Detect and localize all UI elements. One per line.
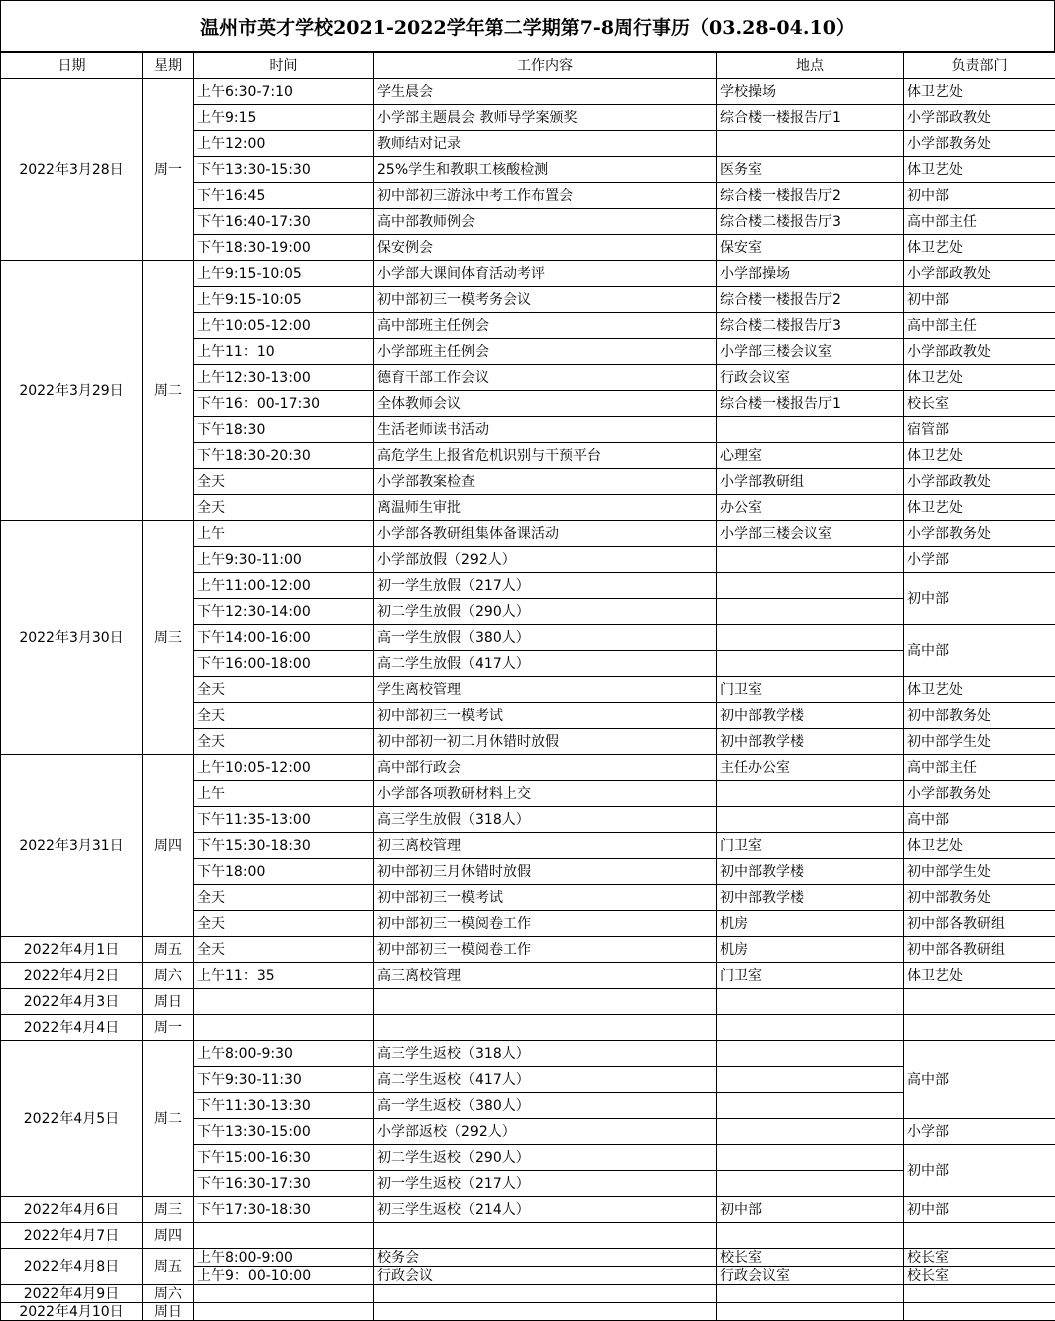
dept-cell: 高中部 — [904, 625, 1055, 677]
content-cell: 高三学生放假（318人） — [374, 807, 717, 833]
place-cell: 行政会议室 — [717, 1267, 904, 1285]
place-cell: 初中部教学楼 — [717, 859, 904, 885]
date-cell: 2022年4月1日 — [1, 937, 143, 963]
time-cell: 下午11:35-13:00 — [194, 807, 374, 833]
content-cell: 高危学生上报省危机识别与干预平台 — [374, 443, 717, 469]
date-cell: 2022年4月9日 — [1, 1285, 143, 1303]
weekday-cell: 周日 — [143, 989, 194, 1015]
place-cell — [717, 1145, 904, 1171]
content-cell: 高二学生放假（417人） — [374, 651, 717, 677]
dept-cell: 初中部 — [904, 1145, 1055, 1197]
time-cell: 全天 — [194, 495, 374, 521]
content-cell: 高一学生放假（380人） — [374, 625, 717, 651]
place-cell: 医务室 — [717, 157, 904, 183]
table-row — [1, 937, 1055, 963]
place-cell: 行政会议室 — [717, 365, 904, 391]
weekday-cell: 周四 — [143, 755, 194, 937]
place-cell: 心理室 — [717, 443, 904, 469]
table-row — [1, 963, 1055, 989]
time-cell: 下午18:30-19:00 — [194, 235, 374, 261]
content-cell — [374, 1303, 717, 1321]
time-cell: 全天 — [194, 729, 374, 755]
header-dept: 负责部门 — [904, 53, 1055, 79]
time-cell — [194, 1303, 374, 1321]
place-cell — [717, 547, 904, 573]
place-cell — [717, 651, 904, 677]
content-cell — [374, 1223, 717, 1249]
place-cell — [717, 131, 904, 157]
place-cell: 保安室 — [717, 235, 904, 261]
date-cell: 2022年4月10日 — [1, 1303, 143, 1321]
time-cell: 全天 — [194, 677, 374, 703]
place-cell: 机房 — [717, 911, 904, 937]
time-cell: 上午 — [194, 521, 374, 547]
place-cell — [717, 1041, 904, 1067]
date-cell: 2022年4月5日 — [1, 1041, 143, 1197]
content-cell: 初中部初三一模考试 — [374, 703, 717, 729]
time-cell: 上午9:15-10:05 — [194, 287, 374, 313]
time-cell: 全天 — [194, 703, 374, 729]
date-cell: 2022年3月31日 — [1, 755, 143, 937]
time-cell: 上午8:00-9:30 — [194, 1041, 374, 1067]
header-place: 地点 — [717, 53, 904, 79]
time-cell: 下午16:45 — [194, 183, 374, 209]
dept-cell: 高中部 — [904, 807, 1055, 833]
dept-cell: 小学部政教处 — [904, 261, 1055, 287]
time-cell: 上午8:00-9:00 — [194, 1249, 374, 1267]
content-cell: 初二学生返校（290人） — [374, 1145, 717, 1171]
place-cell: 主任办公室 — [717, 755, 904, 781]
time-cell: 上午11:00-12:00 — [194, 573, 374, 599]
dept-cell: 体卫艺处 — [904, 365, 1055, 391]
content-cell: 高中部行政会 — [374, 755, 717, 781]
dept-cell: 校长室 — [904, 1267, 1055, 1285]
weekday-cell: 周六 — [143, 963, 194, 989]
place-cell: 门卫室 — [717, 833, 904, 859]
place-cell — [717, 1015, 904, 1041]
content-cell: 初中部初三游泳中考工作布置会 — [374, 183, 717, 209]
content-cell — [374, 989, 717, 1015]
dept-cell: 小学部教务处 — [904, 131, 1055, 157]
content-cell: 小学部放假（292人） — [374, 547, 717, 573]
place-cell — [717, 807, 904, 833]
place-cell — [717, 781, 904, 807]
dept-cell: 校长室 — [904, 391, 1055, 417]
dept-cell: 高中部 — [904, 1041, 1055, 1119]
place-cell: 综合楼一楼报告厅2 — [717, 183, 904, 209]
time-cell: 上午6:30-7:10 — [194, 79, 374, 105]
dept-cell: 小学部 — [904, 1119, 1055, 1145]
place-cell — [717, 1171, 904, 1197]
dept-cell: 体卫艺处 — [904, 833, 1055, 859]
dept-cell: 初中部 — [904, 287, 1055, 313]
dept-cell: 体卫艺处 — [904, 79, 1055, 105]
time-cell: 下午16：00-17:30 — [194, 391, 374, 417]
table-row — [1, 1249, 1055, 1267]
content-cell: 行政会议 — [374, 1267, 717, 1285]
content-cell: 初中部初三一模考试 — [374, 885, 717, 911]
time-cell — [194, 1015, 374, 1041]
date-cell: 2022年3月29日 — [1, 261, 143, 521]
place-cell: 校长室 — [717, 1249, 904, 1267]
weekday-cell: 周三 — [143, 521, 194, 755]
page-title: 温州市英才学校2021-2022学年第二学期第7-8周行事历（03.28-04.10） — [0, 0, 1055, 52]
dept-cell — [904, 1285, 1055, 1303]
content-cell — [374, 1015, 717, 1041]
place-cell: 综合楼二楼报告厅3 — [717, 313, 904, 339]
weekday-cell: 周一 — [143, 79, 194, 261]
header-weekday: 星期 — [143, 53, 194, 79]
place-cell: 综合楼二楼报告厅3 — [717, 209, 904, 235]
time-cell: 下午14:00-16:00 — [194, 625, 374, 651]
date-cell: 2022年4月4日 — [1, 1015, 143, 1041]
place-cell — [717, 417, 904, 443]
weekday-cell: 周二 — [143, 261, 194, 521]
dept-cell: 宿管部 — [904, 417, 1055, 443]
content-cell: 高三离校管理 — [374, 963, 717, 989]
time-cell: 下午18:30-20:30 — [194, 443, 374, 469]
table-row — [1, 79, 1055, 105]
table-row — [1, 989, 1055, 1015]
place-cell — [717, 1303, 904, 1321]
content-cell: 小学部主题晨会 教师导学案颁奖 — [374, 105, 717, 131]
time-cell: 下午13:30-15:30 — [194, 157, 374, 183]
time-cell — [194, 989, 374, 1015]
dept-cell: 高中部主任 — [904, 755, 1055, 781]
content-cell: 高一学生返校（380人） — [374, 1093, 717, 1119]
content-cell: 25%学生和教职工核酸检测 — [374, 157, 717, 183]
time-cell — [194, 1285, 374, 1303]
place-cell — [717, 1119, 904, 1145]
table-row — [1, 261, 1055, 287]
table-row — [1, 1197, 1055, 1223]
content-cell: 小学部大课间体育活动考评 — [374, 261, 717, 287]
place-cell: 小学部教研组 — [717, 469, 904, 495]
dept-cell: 小学部教务处 — [904, 521, 1055, 547]
time-cell: 上午11：10 — [194, 339, 374, 365]
schedule-body — [1, 79, 1055, 1321]
time-cell: 下午15:30-18:30 — [194, 833, 374, 859]
content-cell: 生活老师读书活动 — [374, 417, 717, 443]
dept-cell: 高中部主任 — [904, 209, 1055, 235]
content-cell: 初中部初三一模考务会议 — [374, 287, 717, 313]
dept-cell — [904, 989, 1055, 1015]
content-cell: 小学部班主任例会 — [374, 339, 717, 365]
content-cell: 小学部各教研组集体备课活动 — [374, 521, 717, 547]
content-cell: 学生离校管理 — [374, 677, 717, 703]
time-cell: 上午11：35 — [194, 963, 374, 989]
content-cell: 高三学生返校（318人） — [374, 1041, 717, 1067]
dept-cell: 小学部教务处 — [904, 781, 1055, 807]
content-cell: 初中部初三月休错时放假 — [374, 859, 717, 885]
dept-cell: 初中部学生处 — [904, 729, 1055, 755]
place-cell — [717, 599, 904, 625]
dept-cell: 校长室 — [904, 1249, 1055, 1267]
place-cell: 综合楼一楼报告厅2 — [717, 287, 904, 313]
weekday-cell: 周三 — [143, 1197, 194, 1223]
place-cell: 学校操场 — [717, 79, 904, 105]
content-cell: 校务会 — [374, 1249, 717, 1267]
time-cell: 上午9：00-10:00 — [194, 1267, 374, 1285]
place-cell: 门卫室 — [717, 677, 904, 703]
dept-cell: 体卫艺处 — [904, 443, 1055, 469]
header-date: 日期 — [1, 53, 143, 79]
time-cell: 下午16:30-17:30 — [194, 1171, 374, 1197]
table-row — [1, 1223, 1055, 1249]
content-cell: 学生晨会 — [374, 79, 717, 105]
dept-cell — [904, 1223, 1055, 1249]
dept-cell: 小学部政教处 — [904, 339, 1055, 365]
time-cell: 全天 — [194, 911, 374, 937]
dept-cell: 体卫艺处 — [904, 157, 1055, 183]
dept-cell: 体卫艺处 — [904, 495, 1055, 521]
content-cell — [374, 1285, 717, 1303]
time-cell: 全天 — [194, 885, 374, 911]
date-cell: 2022年4月6日 — [1, 1197, 143, 1223]
dept-cell: 初中部教务处 — [904, 703, 1055, 729]
place-cell — [717, 573, 904, 599]
dept-cell: 初中部教务处 — [904, 885, 1055, 911]
content-cell: 离温师生审批 — [374, 495, 717, 521]
dept-cell: 体卫艺处 — [904, 235, 1055, 261]
content-cell: 小学部返校（292人） — [374, 1119, 717, 1145]
date-cell: 2022年4月3日 — [1, 989, 143, 1015]
place-cell: 初中部教学楼 — [717, 703, 904, 729]
time-cell: 下午15:00-16:30 — [194, 1145, 374, 1171]
date-cell: 2022年4月2日 — [1, 963, 143, 989]
dept-cell: 初中部各教研组 — [904, 911, 1055, 937]
time-cell — [194, 1223, 374, 1249]
time-cell: 下午16:00-18:00 — [194, 651, 374, 677]
place-cell: 综合楼一楼报告厅1 — [717, 391, 904, 417]
place-cell: 机房 — [717, 937, 904, 963]
dept-cell — [904, 1303, 1055, 1321]
time-cell: 上午9:15-10:05 — [194, 261, 374, 287]
header-row — [1, 53, 1055, 79]
dept-cell: 高中部主任 — [904, 313, 1055, 339]
time-cell: 下午13:30-15:00 — [194, 1119, 374, 1145]
content-cell: 初一学生返校（217人） — [374, 1171, 717, 1197]
table-row — [1, 1015, 1055, 1041]
place-cell: 门卫室 — [717, 963, 904, 989]
weekday-cell: 周日 — [143, 1303, 194, 1321]
content-cell: 全体教师会议 — [374, 391, 717, 417]
place-cell — [717, 1067, 904, 1093]
time-cell: 下午11:30-13:30 — [194, 1093, 374, 1119]
time-cell: 下午17:30-18:30 — [194, 1197, 374, 1223]
content-cell: 小学部教案检查 — [374, 469, 717, 495]
weekday-cell: 周四 — [143, 1223, 194, 1249]
time-cell: 上午12:30-13:00 — [194, 365, 374, 391]
date-cell: 2022年4月8日 — [1, 1249, 143, 1285]
time-cell: 上午12:00 — [194, 131, 374, 157]
dept-cell: 初中部 — [904, 183, 1055, 209]
place-cell: 小学部三楼会议室 — [717, 339, 904, 365]
content-cell: 初一学生放假（217人） — [374, 573, 717, 599]
dept-cell: 体卫艺处 — [904, 677, 1055, 703]
place-cell — [717, 1223, 904, 1249]
table-row — [1, 1041, 1055, 1067]
table-row — [1, 1285, 1055, 1303]
weekday-cell: 周五 — [143, 937, 194, 963]
weekday-cell: 周五 — [143, 1249, 194, 1285]
dept-cell: 初中部各教研组 — [904, 937, 1055, 963]
place-cell — [717, 1285, 904, 1303]
content-cell: 保安例会 — [374, 235, 717, 261]
place-cell — [717, 989, 904, 1015]
time-cell: 上午9:30-11:00 — [194, 547, 374, 573]
content-cell: 初中部初三一模阅卷工作 — [374, 937, 717, 963]
weekday-cell: 周二 — [143, 1041, 194, 1197]
weekday-cell: 周一 — [143, 1015, 194, 1041]
date-cell: 2022年4月7日 — [1, 1223, 143, 1249]
content-cell: 高中部班主任例会 — [374, 313, 717, 339]
schedule-table — [0, 52, 1055, 1321]
header-time: 时间 — [194, 53, 374, 79]
time-cell: 上午10:05-12:00 — [194, 755, 374, 781]
content-cell: 高二学生返校（417人） — [374, 1067, 717, 1093]
dept-cell: 小学部政教处 — [904, 469, 1055, 495]
dept-cell: 小学部 — [904, 547, 1055, 573]
date-cell: 2022年3月28日 — [1, 79, 143, 261]
place-cell: 初中部教学楼 — [717, 729, 904, 755]
content-cell: 德育干部工作会议 — [374, 365, 717, 391]
dept-cell: 小学部政教处 — [904, 105, 1055, 131]
place-cell: 综合楼一楼报告厅1 — [717, 105, 904, 131]
dept-cell: 初中部 — [904, 573, 1055, 625]
content-cell: 初中部初一初二月休错时放假 — [374, 729, 717, 755]
content-cell: 高中部教师例会 — [374, 209, 717, 235]
date-cell: 2022年3月30日 — [1, 521, 143, 755]
place-cell: 初中部 — [717, 1197, 904, 1223]
table-row — [1, 1303, 1055, 1321]
dept-cell — [904, 1015, 1055, 1041]
dept-cell: 体卫艺处 — [904, 963, 1055, 989]
header-content: 工作内容 — [374, 53, 717, 79]
weekday-cell: 周六 — [143, 1285, 194, 1303]
content-cell: 初三学生返校（214人） — [374, 1197, 717, 1223]
dept-cell: 初中部 — [904, 1197, 1055, 1223]
time-cell: 全天 — [194, 937, 374, 963]
table-row — [1, 521, 1055, 547]
dept-cell: 初中部学生处 — [904, 859, 1055, 885]
table-row — [1, 755, 1055, 781]
content-cell: 初三离校管理 — [374, 833, 717, 859]
time-cell: 下午18:00 — [194, 859, 374, 885]
content-cell: 初中部初三一模阅卷工作 — [374, 911, 717, 937]
time-cell: 下午12:30-14:00 — [194, 599, 374, 625]
place-cell: 初中部教学楼 — [717, 885, 904, 911]
time-cell: 上午9:15 — [194, 105, 374, 131]
time-cell: 下午18:30 — [194, 417, 374, 443]
time-cell: 全天 — [194, 469, 374, 495]
place-cell — [717, 625, 904, 651]
place-cell — [717, 1093, 904, 1119]
time-cell: 上午10:05-12:00 — [194, 313, 374, 339]
time-cell: 下午9:30-11:30 — [194, 1067, 374, 1093]
place-cell: 小学部三楼会议室 — [717, 521, 904, 547]
content-cell: 初二学生放假（290人） — [374, 599, 717, 625]
time-cell: 下午16:40-17:30 — [194, 209, 374, 235]
content-cell: 教师结对记录 — [374, 131, 717, 157]
place-cell: 小学部操场 — [717, 261, 904, 287]
time-cell: 上午 — [194, 781, 374, 807]
place-cell: 办公室 — [717, 495, 904, 521]
content-cell: 小学部各项教研材料上交 — [374, 781, 717, 807]
